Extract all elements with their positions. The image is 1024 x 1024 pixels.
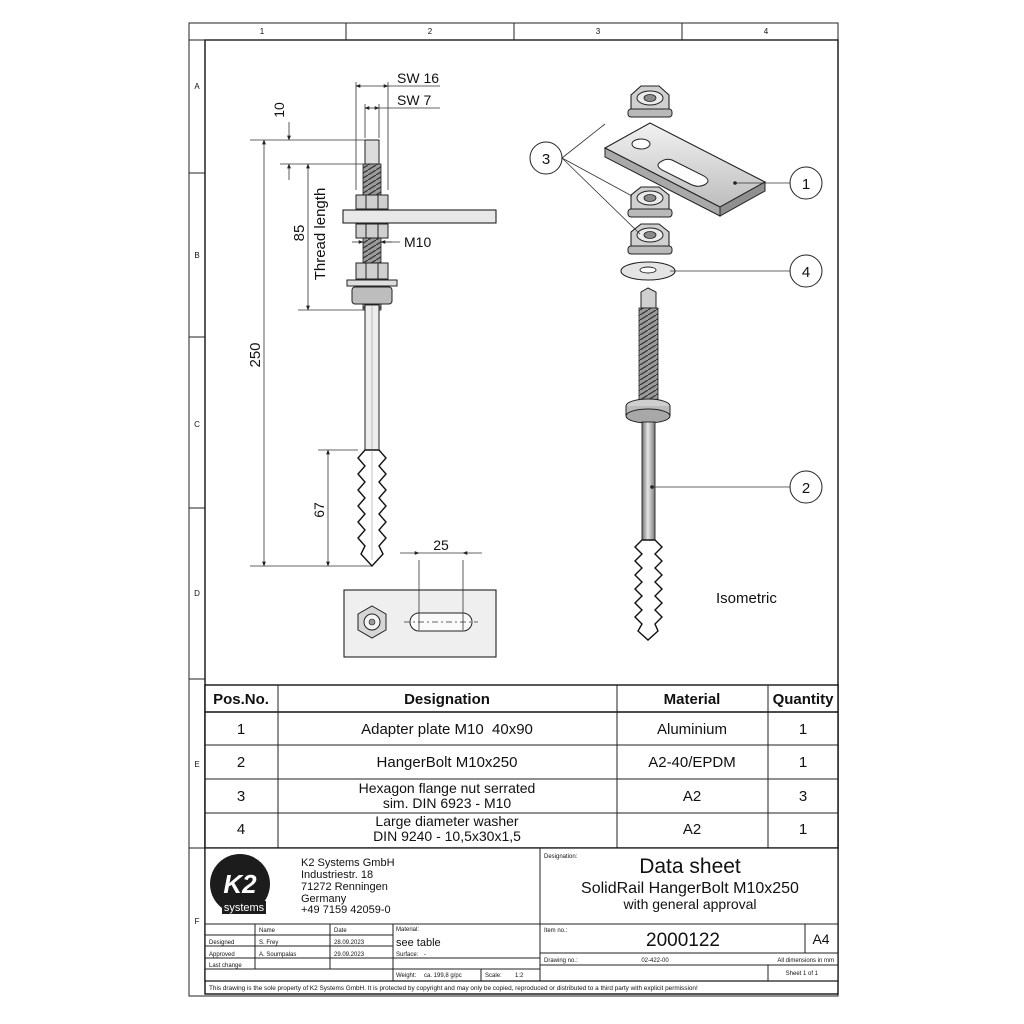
callout-4 xyxy=(790,255,822,287)
surface-label: Surface: xyxy=(396,952,419,958)
designed-name: S. Frey xyxy=(259,940,279,946)
washer-side xyxy=(347,280,397,286)
iso-adapter-plate xyxy=(605,123,765,216)
row-zone-strip xyxy=(189,82,205,926)
dim-m10: M10 xyxy=(404,234,432,250)
sheet-count: Sheet 1 of 1 xyxy=(785,971,818,977)
svg-text:3: 3 xyxy=(798,788,808,805)
adapter-plate-side xyxy=(343,210,496,223)
dim-sw7: SW 7 xyxy=(397,92,432,108)
iso-hanger-bolt xyxy=(626,288,670,640)
fixing-nut xyxy=(356,263,388,279)
svg-text:71272 Renningen: 71272 Renningen xyxy=(301,881,388,893)
svg-text:Aluminium: Aluminium xyxy=(656,721,728,738)
zone-row-e: E xyxy=(194,760,200,769)
sheet-format: A4 xyxy=(812,931,830,947)
svg-text:+49 7159 42059-0: +49 7159 42059-0 xyxy=(301,904,391,916)
callout-2 xyxy=(790,471,822,503)
designation-caption: Designation: xyxy=(544,854,578,860)
surface-value: - xyxy=(424,952,426,958)
designed-label: Designed xyxy=(209,940,235,946)
svg-text:1: 1 xyxy=(798,721,808,738)
units-note: All dimensions in mm xyxy=(777,958,834,964)
col-date-header: Date xyxy=(334,928,347,934)
svg-text:1: 1 xyxy=(801,176,811,193)
table-header-designation: Designation xyxy=(404,691,490,708)
svg-text:1: 1 xyxy=(798,821,808,838)
svg-text:A2-40/EPDM: A2-40/EPDM xyxy=(648,754,736,771)
svg-text:Hexagon flange nut serrated: Hexagon flange nut serrated xyxy=(358,780,536,796)
dim-screw-67: 67 xyxy=(311,502,327,518)
title-block xyxy=(205,848,838,992)
weight-value: ca. 199,8 g/pc xyxy=(424,973,462,979)
iso-washer xyxy=(621,262,675,280)
side-view-bolt xyxy=(343,140,496,566)
item-no-label: Item no.: xyxy=(544,928,568,934)
parts-table xyxy=(205,685,838,848)
table-header-pos: Pos.No. xyxy=(213,691,269,708)
scale-label: Scale: xyxy=(485,973,502,979)
callout-1 xyxy=(790,167,822,199)
approved-name: A. Soumpalas xyxy=(259,952,297,958)
svg-text:K2 Systems GmbH: K2 Systems GmbH xyxy=(301,857,395,869)
svg-text:Germany: Germany xyxy=(301,893,347,905)
zone-col-3: 3 xyxy=(595,27,601,36)
zone-col-2: 2 xyxy=(427,27,433,36)
company-address xyxy=(301,857,395,916)
lower-nut xyxy=(356,224,388,238)
svg-text:3: 3 xyxy=(236,788,246,805)
iso-middle-nut xyxy=(628,187,672,217)
approved-label: Approved xyxy=(209,952,235,958)
svg-text:A2: A2 xyxy=(682,821,702,838)
zone-col-4: 4 xyxy=(763,27,769,36)
dim-head-10: 10 xyxy=(271,102,287,118)
material-caption: Material: xyxy=(396,927,420,933)
svg-text:2: 2 xyxy=(236,754,246,771)
zone-row-d: D xyxy=(194,589,200,598)
callout-3 xyxy=(530,142,562,174)
svg-text:sim. DIN 6923 - M10: sim. DIN 6923 - M10 xyxy=(382,795,512,811)
side-view-dimensions xyxy=(247,70,440,566)
svg-text:4: 4 xyxy=(801,264,811,281)
iso-top-nut xyxy=(628,86,672,117)
upper-nut xyxy=(356,195,388,209)
svg-text:1: 1 xyxy=(236,721,246,738)
plan-view-adapter-plate xyxy=(344,537,496,657)
zone-col-1: 1 xyxy=(259,27,265,36)
isometric-label: Isometric xyxy=(716,590,777,607)
svg-text:1: 1 xyxy=(798,754,808,771)
zone-row-c: C xyxy=(194,420,200,429)
dim-slot-25: 25 xyxy=(433,537,449,553)
zone-row-b: B xyxy=(194,251,200,260)
copyright-notice: This drawing is the sole property of K2 Systems GmbH. It is protected by copyright and may only be copied, reproduced or distributed to a third party with explicit permission! xyxy=(209,985,698,992)
svg-text:4: 4 xyxy=(236,821,246,838)
table-header-quantity: Quantity xyxy=(772,691,834,708)
zone-row-f: F xyxy=(194,917,200,926)
zone-row-a: A xyxy=(194,82,200,91)
approved-date: 29.09.2023 xyxy=(334,952,365,958)
svg-text:3: 3 xyxy=(541,151,551,168)
seal-side xyxy=(352,287,392,304)
item-no-value: 2000122 xyxy=(646,930,720,951)
svg-text:Adapter plate M10 40x90: Adapter plate M10 40x90 xyxy=(361,721,533,738)
k2-systems-logo xyxy=(210,854,270,914)
svg-text:2: 2 xyxy=(801,480,811,497)
material-value: see table xyxy=(396,937,441,949)
col-name-header: Name xyxy=(259,928,276,934)
svg-text:K2: K2 xyxy=(223,869,257,899)
drawing-no-value: 02-422-00 xyxy=(641,958,669,964)
weight-label: Weight: xyxy=(396,973,417,979)
sheet-subtitle-2: with general approval xyxy=(623,896,757,912)
dim-total-250: 250 xyxy=(247,342,264,368)
column-zone-strip xyxy=(189,23,838,40)
dim-sw16: SW 16 xyxy=(397,70,440,86)
designed-date: 28.09.2023 xyxy=(334,940,365,946)
bolt-hex-head xyxy=(365,140,379,164)
sheet-subtitle: SolidRail HangerBolt M10x250 xyxy=(581,880,799,897)
svg-text:Large diameter washer: Large diameter washer xyxy=(375,813,519,829)
scale-value: 1:2 xyxy=(515,973,524,979)
drawing-no-label: Drawing no.: xyxy=(544,958,578,964)
svg-text:HangerBolt M10x250: HangerBolt M10x250 xyxy=(376,754,518,771)
svg-text:systems: systems xyxy=(223,902,265,914)
svg-text:Industriestr. 18: Industriestr. 18 xyxy=(301,869,374,881)
table-header-material: Material xyxy=(663,691,721,708)
svg-text:DIN 9240 - 10,5x30x1,5: DIN 9240 - 10,5x30x1,5 xyxy=(373,828,521,844)
isometric-view xyxy=(530,86,822,640)
last-change-label: Last change xyxy=(209,963,242,969)
sheet-title: Data sheet xyxy=(639,855,741,878)
dim-thread-85: 85 xyxy=(291,224,308,242)
dim-thread-label: Thread length xyxy=(312,187,329,281)
svg-text:A2: A2 xyxy=(682,788,702,805)
